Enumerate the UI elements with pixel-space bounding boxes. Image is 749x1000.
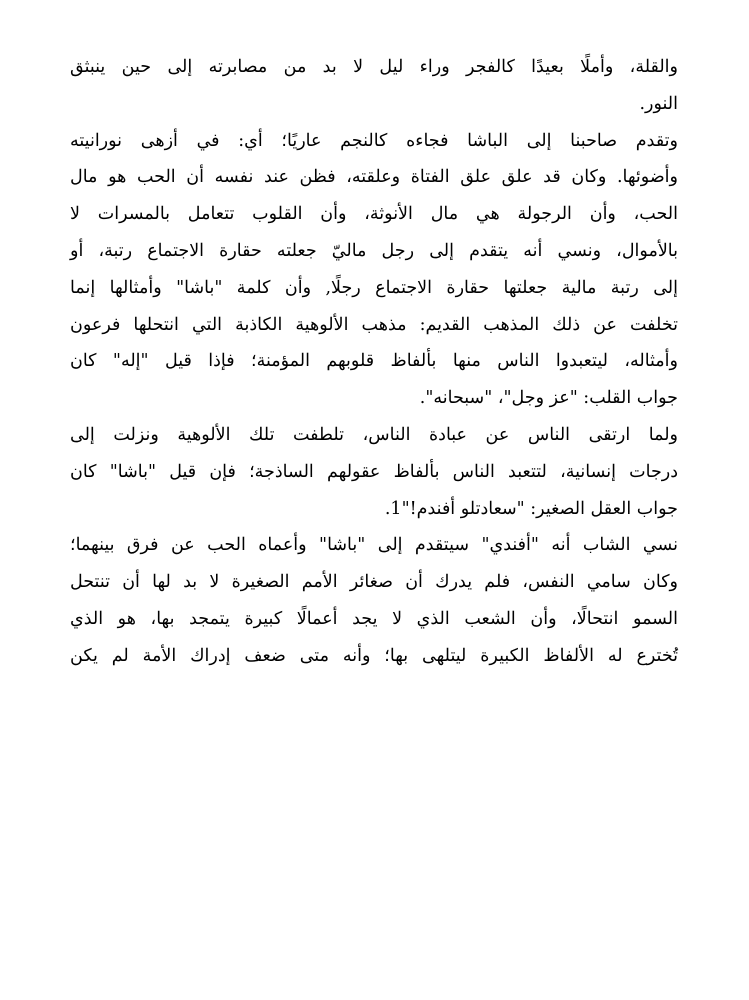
- text-line: تخلفت عن ذلك المذهب القديم: مذهب الألوهية الكاذبة التي انتحلها فرعون: [70, 314, 678, 335]
- text-line: النور.: [639, 93, 678, 114]
- text-line: وكان سامي النفس، فلم يدرك أن صغائر الأمم الصغيرة لا بد لها أن تنتحل: [70, 572, 678, 593]
- text-line: جواب العقل الصغير: "سعادتلو أفندم!"1.: [384, 498, 678, 519]
- text-line: جواب القلب: "عز وجل"، "سبحانه".: [419, 388, 678, 409]
- text-line: ولما ارتقى الناس عن عبادة الناس، تلطفت تلك الألوهية ونزلت إلى: [70, 424, 678, 445]
- text-line: وأضوئها. وكان قد علق علق الفتاة وعلقته، فظن عند نفسه أن الحب هو مال: [70, 167, 678, 188]
- text-line: وأمثاله، ليتعبدوا الناس منها بألفاظ قلوبهم المؤمنة؛ فإذا قيل "إله" كان: [70, 351, 678, 372]
- document-page: [70, 49, 678, 675]
- text-line: بالأموال، ونسي أنه يتقدم إلى رجل ماليّ جعلته حقارة الاجتماع رتبة، أو: [70, 240, 678, 261]
- text-line: وتقدم صاحبنا إلى الباشا فجاءه كالنجم عاريًا؛ أي: في أزهى نورانيته: [70, 130, 678, 151]
- text-line: والقلة، وأملًا بعيدًا كالفجر وراء ليل لا بد من مصابرته إلى حين ينبثق: [70, 57, 678, 77]
- text-line: درجات إنسانية، لتتعبد الناس بألفاظ عقولهم الساذجة؛ فإن قيل "باشا" كان: [70, 461, 678, 482]
- text-line: إلى رتبة مالية جعلتها حقارة الاجتماع رجلًا, وأن كلمة "باشا" وأمثالها إنما: [70, 277, 678, 298]
- text-line: السمو انتحالًا، وأن الشعب الذي لا يجد أعمالًا كبيرة يتمجد بها، هو الذي: [70, 608, 678, 629]
- text-line: تُخترع له الألفاظ الكبيرة ليتلهى بها؛ وأنه متى ضعف إدراك الأمة لم يكن: [70, 645, 678, 666]
- text-line: نسي الشاب أنه "أفندي" سيتقدم إلى "باشا" وأعماه الحب عن فرق بينهما؛: [70, 535, 678, 556]
- text-line: الحب، وأن الرجولة هي مال الأنوثة، وأن القلوب تتعامل بالمسرات لا: [70, 204, 678, 225]
